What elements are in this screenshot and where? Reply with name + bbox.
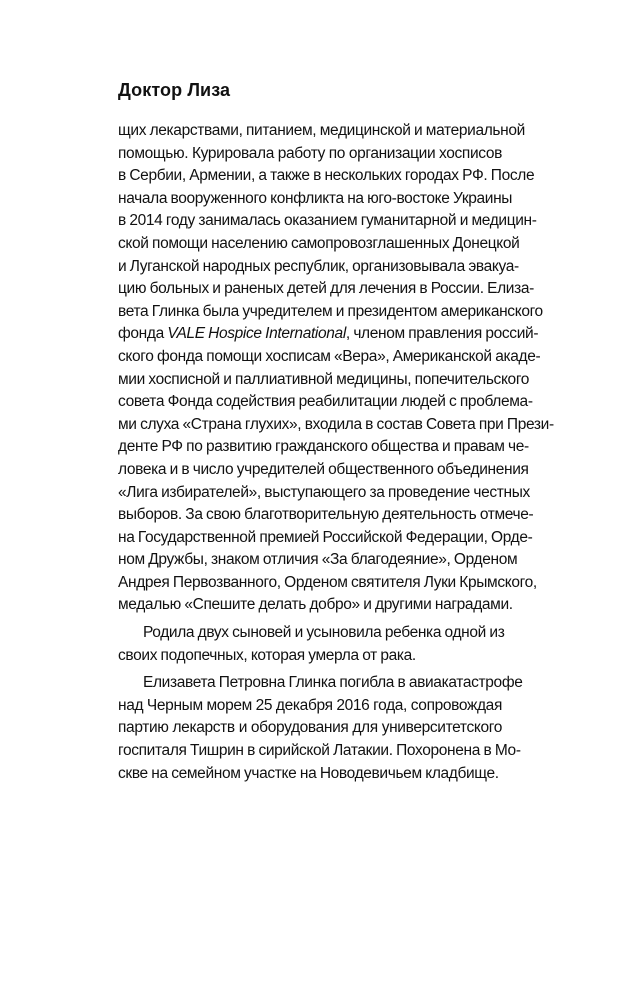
running-head: Доктор Лиза — [118, 80, 231, 100]
text-line: ном Дружбы, знаком отличия «За благодеяние», Орденом — [118, 551, 518, 569]
text-line: цию больных и раненых детей для лечения в России. Елиза- — [118, 280, 534, 298]
text-line: ского фонда помощи хосписам «Вера», Американской акаде- — [118, 347, 541, 365]
text-line: ловека и в число учредителей общественного объединения — [118, 460, 529, 478]
text-line: вета Глинка была учредителем и президентом американского — [118, 302, 543, 320]
text-line: Андрея Первозванного, Орденом святителя Луки Крымского, — [118, 573, 537, 591]
text-line: и Луганской народных республик, организовывала эвакуа- — [118, 257, 519, 275]
text-line: скве на семейном участке на Новодевичьем кладбище. — [118, 764, 499, 782]
text-line: денте РФ по развитию гражданского общества и правам че- — [118, 438, 529, 456]
paragraph-1 — [118, 120, 554, 617]
text-line: помощью. Курировала работу по организации хосписов — [118, 144, 502, 162]
foundation-name-italic: VALE Hospice International — [167, 325, 346, 343]
text-segment: фонда — [118, 325, 168, 343]
text-line: госпиталя Тишрин в сирийской Латакии. Похоронена в Мо- — [118, 742, 521, 760]
text-line: на Государственной премией Российской Федерации, Орде- — [118, 528, 533, 546]
text-line: «Лига избирателей», выступающего за проведение честных — [118, 483, 530, 501]
text-line: своих подопечных, которая умерла от рака. — [118, 646, 416, 664]
text-line: Родила двух сыновей и усыновила ребенка одной из — [143, 624, 505, 642]
text-line: в Сербии, Армении, а также в нескольких городах РФ. После — [118, 167, 535, 185]
text-line: выборов. За свою благотворительную деятельность отмече- — [118, 506, 534, 524]
text-line: Елизавета Петровна Глинка погибла в авиакатастрофе — [143, 674, 523, 692]
text-segment: , членом правления россий- — [345, 325, 539, 343]
text-line: ми слуха «Страна глухих», входила в состав Совета при Прези- — [118, 415, 554, 433]
text-line: партию лекарств и оборудования для университетского — [118, 719, 502, 737]
text-line: над Черным морем 25 декабря 2016 года, сопровождая — [118, 696, 502, 714]
paragraph-2 — [118, 622, 505, 667]
text-line: начала вооруженного конфликта на юго-востоке Украины — [118, 189, 513, 207]
text-line: медалью «Спешите делать добро» и другими наградами. — [118, 596, 513, 614]
text-line: щих лекарствами, питанием, медицинской и материальной — [118, 122, 525, 139]
text-line: ской помощи населению самопровозглашенных Донецкой — [118, 234, 520, 252]
body-text — [118, 120, 554, 785]
text-line-with-italic — [118, 323, 539, 346]
paragraph-3 — [118, 672, 523, 785]
text-line: мии хосписной и паллиативной медицины, попечительского — [118, 370, 530, 388]
text-line: совета Фонда содействия реабилитации людей с проблема- — [118, 393, 533, 411]
text-line: в 2014 году занималась оказанием гуманитарной и медицин- — [118, 212, 537, 230]
